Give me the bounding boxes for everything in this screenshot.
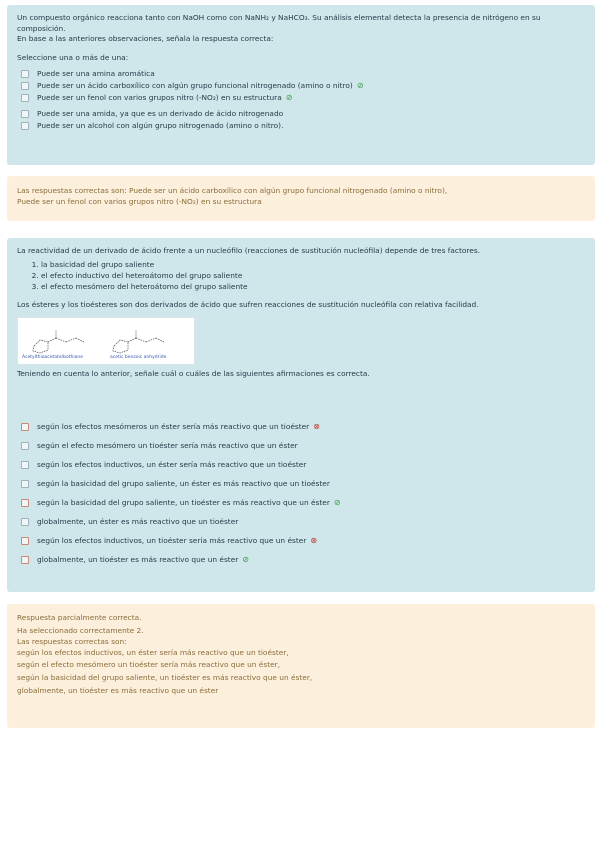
option-text: según los efectos inductivos, un éster sería más reactivo que un tioéster [37,459,307,469]
feedback-answer: globalmente, un tioéster es más reactivo que un éster [17,685,219,695]
q2-option-8[interactable] [17,551,585,570]
checkbox-checked[interactable] [21,537,29,545]
checkbox[interactable] [21,461,29,469]
question-1-options [17,68,585,132]
option-text: según la basicidad del grupo saliente, un éster es más reactivo que un tioéster [37,478,330,488]
checkbox[interactable] [21,518,29,526]
factors-list [17,259,585,292]
q2-option-5[interactable] [17,494,585,513]
q1-option-3[interactable] [17,92,585,104]
option-text: según el efecto mesómero un tioéster sería más reactivo que un éster [37,440,298,450]
q2-option-1[interactable] [17,418,585,437]
question-2-feedback [7,604,595,728]
question-2-options [17,418,585,570]
checkbox[interactable] [21,480,29,488]
q1-option-2[interactable] [17,80,585,92]
question-1-intro: Un compuesto orgánico reacciona tanto con NaOH como con NaNH₂ y NaHCO₃. Su análisis elemental detecta la presencia de nitrógeno en su composición. [17,13,541,33]
esters-text: Los ésteres y los tioésteres son dos derivados de ácido que sufren reacciones de sustitución nucleófila con relativa facilidad. [17,300,479,310]
correct-icon: ⊘ [285,93,293,103]
option-text: Puede ser una amida, ya que es un derivado de ácido nitrogenado [37,108,284,118]
q1-option-4[interactable] [17,108,585,120]
q2-option-2[interactable] [17,437,585,456]
option-text: Puede ser una amina aromática [37,68,155,78]
checkbox[interactable] [21,110,29,118]
feedback-status: Respuesta parcialmente correcta. [17,613,142,622]
question-2-card [7,238,595,592]
option-text: según los efectos inductivos, un tioéster sería más reactivo que un éster [37,535,307,545]
question-1-feedback [7,176,595,221]
feedback-correct-header: Las respuestas correctas son: [17,637,127,647]
feedback-answer: según los efectos inductivos, un éster sería más reactivo que un tioéster, [17,647,289,657]
option-text: según la basicidad del grupo saliente, un tioéster es más reactivo que un éster [37,497,330,507]
factor-item: 2. el efecto inductivo del heteroátomo del grupo saliente [41,270,585,281]
feedback-answer: según el efecto mesómero un tioéster sería más reactivo que un éster, [17,660,281,670]
q1-option-5[interactable] [17,120,585,132]
option-text: Puede ser un alcohol con algún grupo nitrogenado (amino o nitro). [37,120,284,130]
feedback-line: Las respuestas correctas son: Puede ser un ácido carboxílico con algún grupo funcional nitrogenado (amino o nitro), [17,186,448,195]
incorrect-icon: ⊗ [310,536,318,546]
checkbox[interactable] [21,70,29,78]
question-2-prompt: Teniendo en cuenta lo anterior, señale cuál o cuáles de las siguientes afirmaciones es correcta. [17,368,370,378]
molecule-label: acetic benzoic anhydride [110,355,167,361]
q2-option-4[interactable] [17,475,585,494]
correct-icon: ⊘ [356,81,364,91]
checkbox[interactable] [21,82,29,90]
q2-option-6[interactable] [17,513,585,532]
option-text: Puede ser un fenol con varios grupos nitro (-NO₂) en su estructura [37,92,282,102]
checkbox[interactable] [21,122,29,130]
option-text: globalmente, un tioéster es más reactivo que un éster [37,554,239,564]
checkbox-checked[interactable] [21,556,29,564]
feedback-selected: Ha seleccionado correctamente 2. [17,625,144,635]
factor-item: 1. la basicidad del grupo saliente [41,259,585,270]
molecule-label: Acetylthioacetate/bothiane [22,355,83,361]
q2-option-7[interactable] [17,532,585,551]
incorrect-icon: ⊗ [313,422,320,432]
checkbox[interactable] [21,442,29,450]
feedback-line: Puede ser un fenol con varios grupos nitro (-NO₂) en su estructura [17,196,262,206]
feedback-answer: según la basicidad del grupo saliente, un tioéster es más reactivo que un éster, [17,672,313,682]
checkbox-checked[interactable] [21,423,29,431]
q1-option-1[interactable] [17,68,585,80]
question-1-card [7,5,595,165]
correct-icon: ⊘ [242,555,249,565]
select-hint: Seleccione una o más de una: [17,53,129,63]
factor-item: 3. el efecto mesómero del heteroátomo del grupo saliente [41,281,585,292]
option-text: Puede ser un ácido carboxílico con algún grupo funcional nitrogenado (amino o nitro) [37,80,353,90]
checkbox-checked[interactable] [21,499,29,507]
q2-option-3[interactable] [17,456,585,475]
correct-icon: ⊘ [333,498,341,508]
molecule-image [17,317,195,365]
question-2-intro: La reactividad de un derivado de ácido frente a un nucleófilo (reacciones de sustitución nucleófila) depende de tres factores. [17,246,481,255]
option-text: globalmente, un éster es más reactivo que un tioéster [37,516,239,526]
question-1-prompt: En base a las anteriores observaciones, señala la respuesta correcta: [17,34,274,44]
checkbox[interactable] [21,94,29,102]
option-text: según los efectos mesómeros un éster sería más reactivo que un tioéster [37,421,310,431]
